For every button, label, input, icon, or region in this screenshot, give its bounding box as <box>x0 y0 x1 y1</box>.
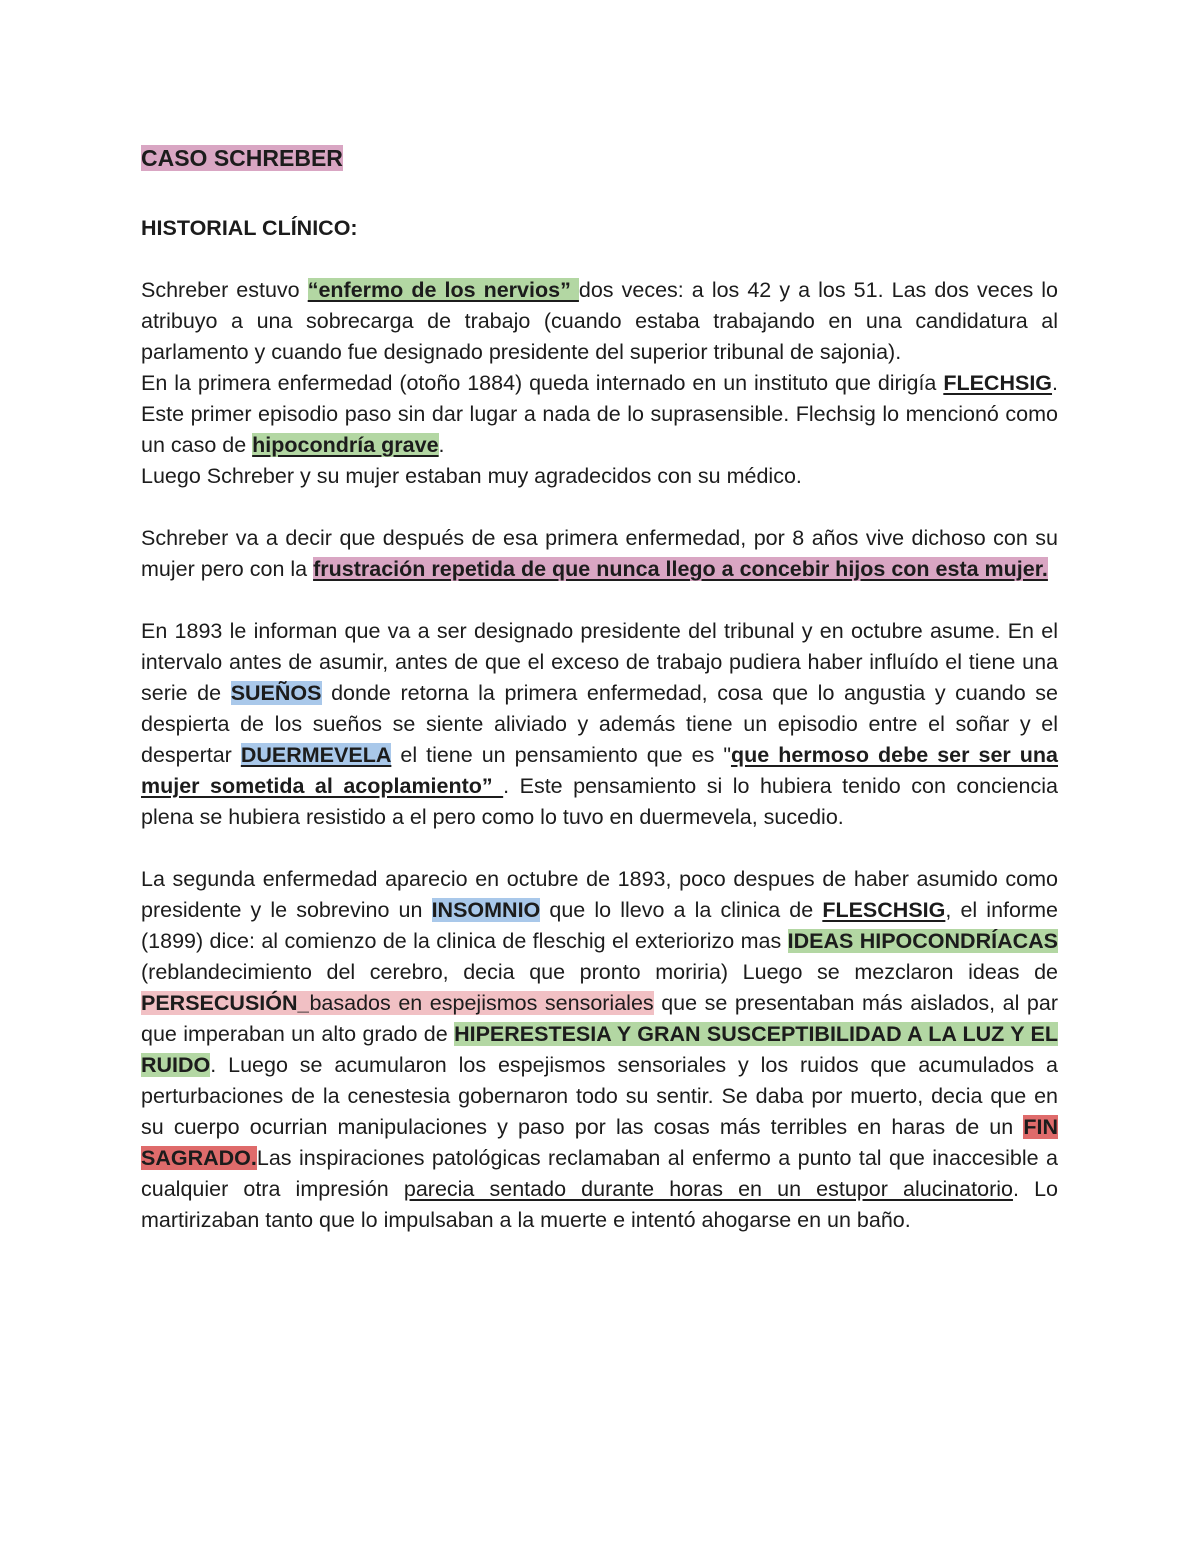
text-run: , el informe (1899) dice: al comienzo de la clinica de fleschig el exteriorizo mas <box>141 898 1058 953</box>
paragraph-3: Luego Schreber y su mujer estaban muy agradecidos con su médico. <box>141 464 802 488</box>
highlight-fleschsig: FLESCHSIG <box>822 898 946 922</box>
highlight-frustracion: frustración repetida de que nunca llego a concebir hijos con esta mujer. <box>313 557 1048 581</box>
paragraph-4 <box>141 523 1058 585</box>
text-run: (reblandecimiento del cerebro, decia que pronto moriria) Luego se mezclaron ideas de <box>141 960 1058 984</box>
text-run: La segunda enfermedad aparecio en octubre de 1893, poco despues de haber asumido como presidente y le sobrevino un <box>141 867 1058 922</box>
highlight-fin-sagrado: FIN SAGRADO. <box>141 1115 1058 1170</box>
underline-estupor: parecia sentado durante horas en un estupor alucinatorio <box>403 1177 1013 1201</box>
text-run: dos veces: a los 42 y a los 51. Las dos veces lo atribuyo a una sobrecarga de trabajo (cuando estaba trabajando en una candidatura al parlamento y cuando fue designado presidente del superior tribunal de sajonia). <box>141 278 1059 364</box>
title-text: CASO SCHREBER <box>141 145 343 171</box>
highlight-suenos: SUEÑOS <box>230 681 322 705</box>
highlight-hipocondria-grave: hipocondría grave <box>252 433 439 457</box>
document-body <box>141 141 1058 1236</box>
highlight-insomnio: INSOMNIO <box>431 898 541 922</box>
text-run: En 1893 le informan que va a ser designado presidente del tribunal y en octubre asume. En el intervalo antes de asumir, antes de que el exceso de trabajo pudiera haber influído el tiene una serie de <box>141 619 1058 705</box>
text-run: . Lo martirizaban tanto que lo impulsaban a la muerte e intentó ahogarse en un baño. <box>141 1177 1058 1232</box>
paragraph-6 <box>141 864 1058 1236</box>
highlight-pensamiento: que hermoso debe ser ser una mujer sometida al acoplamiento” <box>141 743 1058 798</box>
paragraph-2 <box>141 368 1058 461</box>
text-run: Schreber va a decir que después de esa primera enfermedad, por 8 años vive dichoso con su mujer pero con la <box>141 526 1058 581</box>
text-run: Schreber estuvo <box>141 278 308 302</box>
text-run: . Este pensamiento si lo hubiera tenido con conciencia plena se hubiera resistido a el pero como lo tuvo en duermevela, sucedio. <box>141 774 1058 829</box>
highlight-duermevela: DUERMEVELA <box>240 743 392 767</box>
highlight-espejismos: basados en espejismos sensoriales <box>309 991 654 1015</box>
text-run: Las inspiraciones patológicas reclamaban al enfermo a punto tal que inaccesible a cualquier otra impresión <box>141 1146 1058 1201</box>
highlight-flechsig: FLECHSIG <box>943 371 1053 395</box>
highlight-ideas-hipocondriacas: IDEAS HIPOCONDRÍACAS <box>787 929 1059 953</box>
highlight-persecusion: PERSECUSIÓN_ <box>141 991 310 1015</box>
text-run: . Luego se acumularon los espejismos sensoriales y los ruidos que acumulados a perturbaciones de la cenestesia gobernaron todo su sentir. Se daba por muerto, decia que en su cuerpo ocurrian manipulaciones y paso por las cosas más terribles en haras de un <box>141 1053 1058 1139</box>
paragraph-5 <box>141 616 1058 833</box>
highlight-hiperestesia: HIPERESTESIA Y GRAN SUSCEPTIBILIDAD A LA LUZ Y EL RUIDO <box>141 1022 1058 1077</box>
paragraph-1 <box>141 275 1058 368</box>
text-run: el tiene un pensamiento que es " <box>391 743 731 767</box>
section-heading: HISTORIAL CLÍNICO: <box>141 216 358 240</box>
text-run: que lo llevo a la clinica de <box>540 898 823 922</box>
highlight-enfermo-nervios: “enfermo de los nervios” <box>307 278 579 302</box>
text-run: En la primera enfermedad (otoño 1884) queda internado en un instituto que dirigía <box>141 371 944 395</box>
text-run: donde retorna la primera enfermedad, cosa que lo angustia y cuando se despierta de los sueños se siente aliviado y además tiene un episodio entre el soñar y el despertar <box>141 681 1059 767</box>
text-run: . Este primer episodio paso sin dar lugar a nada de lo suprasensible. Flechsig lo mencionó como un caso de <box>141 371 1058 457</box>
text-run: . <box>438 433 445 457</box>
document-title <box>141 141 1058 175</box>
text-run: que se presentaban más aislados, al par que imperaban un alto grado de <box>141 991 1058 1046</box>
